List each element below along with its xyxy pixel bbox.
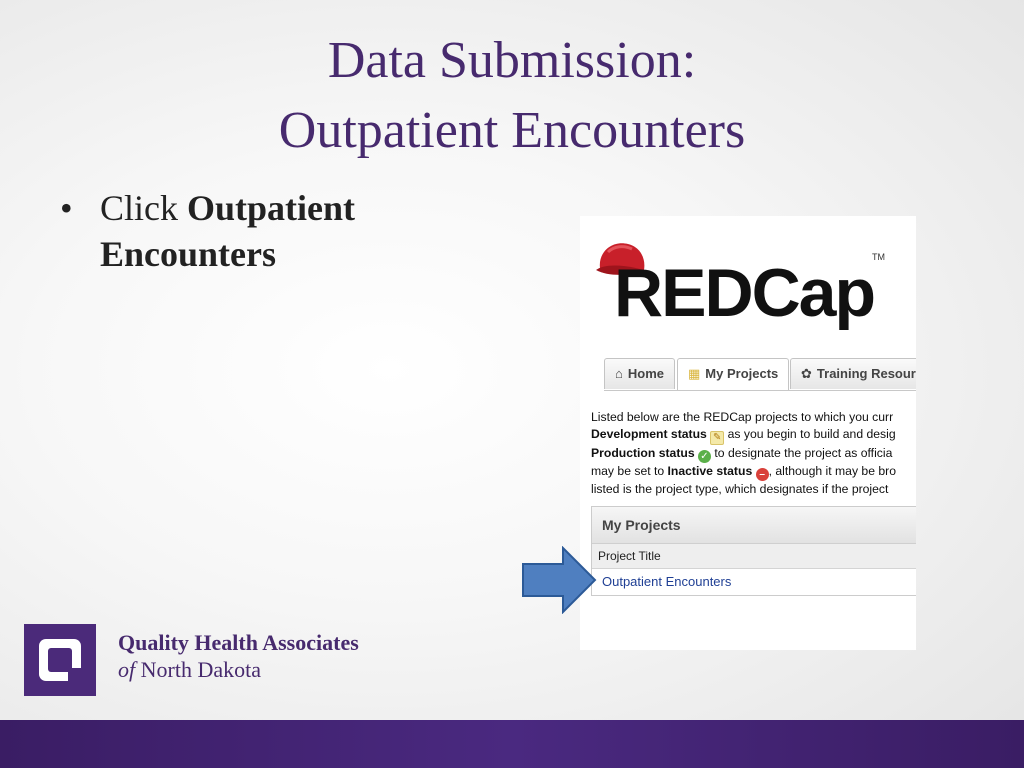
dev-status-rest: as you begin to build and desig	[727, 427, 896, 442]
desc-line-4	[591, 463, 916, 481]
redcap-screenshot	[580, 216, 916, 650]
desc-line-5: listed is the project type, which designates if the project	[591, 482, 889, 497]
bullet-prefix: Click	[100, 188, 187, 228]
tab-my-projects[interactable]	[677, 358, 789, 390]
tab-bar	[604, 358, 916, 391]
desc-line-3	[591, 445, 916, 463]
tab-training-resources[interactable]	[790, 358, 916, 389]
tab-home[interactable]	[604, 358, 675, 389]
dev-status-label: Development status	[591, 427, 707, 442]
tab-training-label: Training Resour	[816, 366, 916, 381]
pencil-icon: ✎	[710, 431, 724, 445]
inactive-status-label: Inactive status	[667, 464, 753, 479]
house-icon: ⌂	[615, 366, 623, 381]
tab-my-projects-label: My Projects	[705, 366, 779, 381]
desc-line-1: Listed below are the REDCap projects to which you curr	[591, 410, 894, 424]
my-projects-table	[591, 506, 916, 596]
instruction-bullet	[60, 185, 400, 277]
qha-logo-icon	[24, 624, 96, 696]
org-name: Quality Health Associates	[118, 630, 359, 655]
org-subtitle	[118, 657, 261, 683]
project-title-column-header: Project Title	[592, 544, 916, 569]
prod-status-label: Production status	[591, 446, 695, 461]
folder-icon: ▦	[688, 366, 701, 381]
pointer-arrow-icon	[521, 546, 597, 614]
tab-home-label: Home	[627, 366, 664, 381]
bullet-text	[100, 185, 400, 277]
redcap-logo-text: REDCap	[614, 255, 875, 331]
checkmark-icon: ✓	[698, 450, 711, 463]
org-state: North Dakota	[140, 657, 261, 682]
inactive-prefix: may be set to	[591, 464, 668, 479]
slide-title-line-2: Outpatient Encounters	[278, 102, 746, 159]
desc-line-2	[591, 426, 916, 445]
bullet-bold-1: Outpatient	[187, 188, 356, 228]
minus-circle-icon: –	[756, 468, 769, 481]
inactive-status-rest: , although it may be bro	[768, 464, 896, 479]
projects-description	[591, 409, 916, 498]
bullet-bold-2: Encounters	[100, 234, 277, 274]
slide-title	[0, 26, 1024, 166]
org-of: of	[118, 657, 136, 682]
film-reel-icon: ✿	[801, 366, 812, 381]
slide-title-line-1: Data Submission:	[327, 32, 697, 89]
bullet-dot: •	[60, 188, 73, 228]
prod-status-rest: to designate the project as officia	[714, 446, 893, 461]
my-projects-header: My Projects	[592, 507, 916, 544]
project-link-outpatient-encounters[interactable]: Outpatient Encounters	[602, 574, 732, 589]
footer-bar	[0, 720, 1024, 768]
redcap-logo	[594, 230, 894, 340]
trademark: TM	[872, 252, 885, 262]
